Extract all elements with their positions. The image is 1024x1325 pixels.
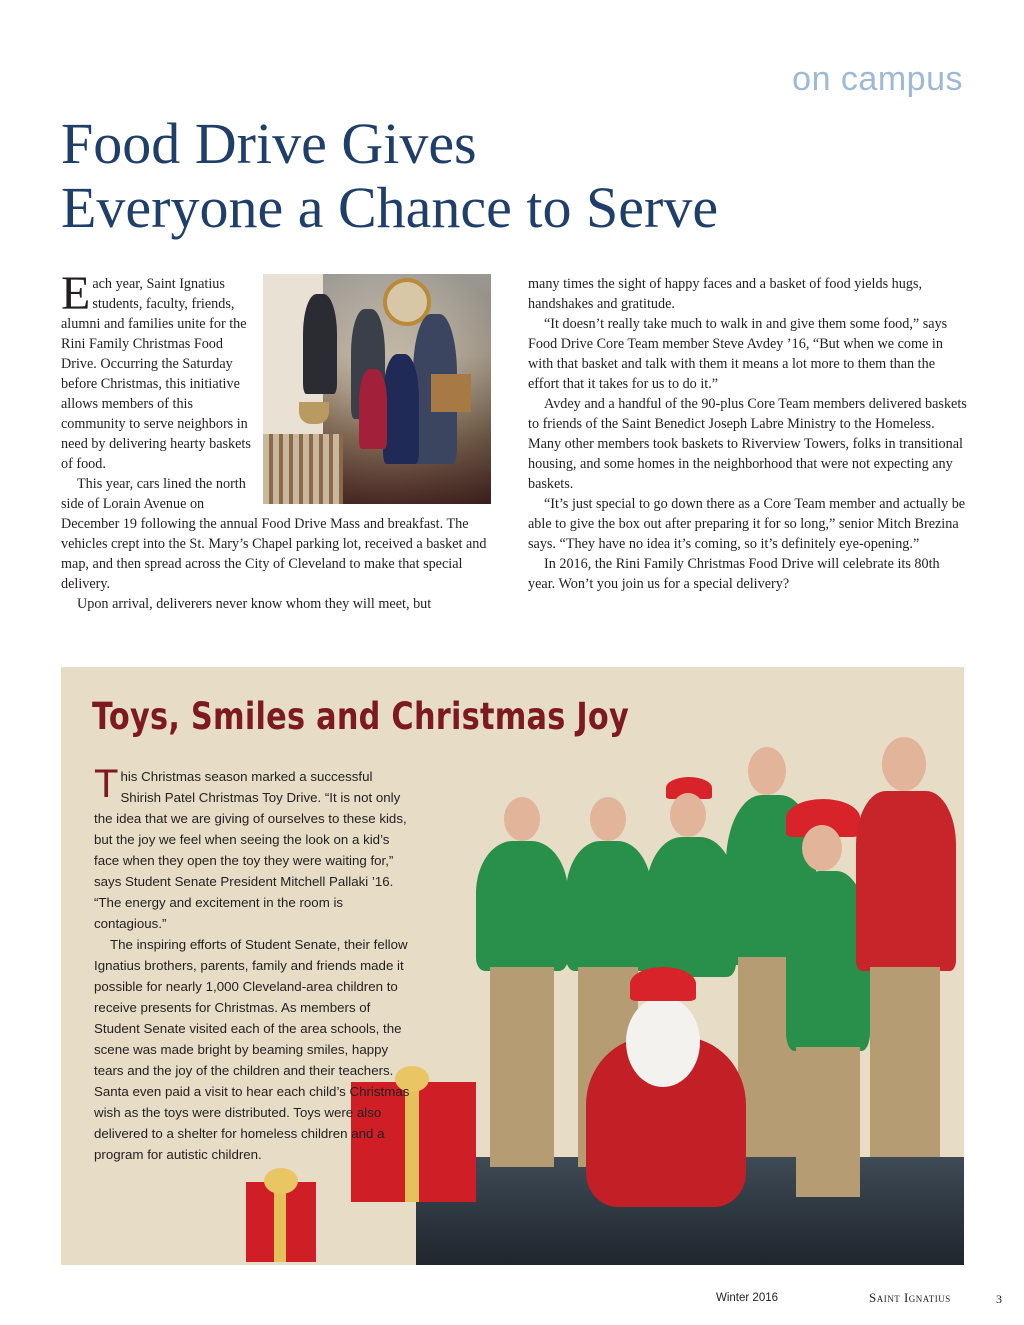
headline-line-1: Food Drive Gives bbox=[61, 111, 477, 176]
article-headline bbox=[61, 112, 941, 240]
food-drive-paragraph-8: In 2016, the Rini Family Christmas Food Drive will celebrate its 80th year. Won’t you join us for a special delivery? bbox=[528, 556, 940, 592]
food-drive-column-right bbox=[528, 274, 968, 594]
photo-basket bbox=[299, 402, 329, 424]
paragraph-text: his Christmas season marked a successful Shirish Patel Christmas Toy Drive. “It is not only the idea that we are giving of ourselves to these kids, but the joy we feel when seeing the look on a kid’s face when they open the toy they were waiting for,” says Student Senate President Mitchell Pallaki ’16. “The energy and excitement in the room is contagious.” bbox=[94, 769, 407, 931]
food-drive-paragraph-3: Upon arrival, deliverers never know whom they will meet, but bbox=[77, 596, 432, 612]
photo-person bbox=[303, 294, 337, 394]
photo-person bbox=[359, 369, 387, 449]
food-drive-paragraph-2: This year, cars lined the north side of Lorain Avenue on December 19 following the annual Food Drive Mass and breakfast. The vehicles crept into the St. Mary’s Chapel parking lot, received a basket and map, and then spread across the City of Cleveland to make that special delivery. bbox=[61, 476, 487, 592]
toy-drive-panel bbox=[61, 667, 964, 1265]
toy-drive-group-photo bbox=[416, 727, 964, 1265]
photo-stair-railing bbox=[263, 434, 343, 504]
food-drive-paragraph-5: “It doesn’t really take much to walk in and give them some food,” says Food Drive Core Team member Steve Avdey ’16, “But when we come in with that basket and talk with them it means a lot more to them than the effort that it takes for us to do it.” bbox=[528, 316, 948, 392]
photo-food-box bbox=[431, 374, 471, 412]
footer-page-number: 3 bbox=[996, 1292, 1002, 1306]
footer-magazine-name: Saint Ignatius bbox=[869, 1290, 951, 1305]
food-drive-paragraph-6: Avdey and a handful of the 90-plus Core Team members delivered baskets to friends of the Saint Benedict Joseph Labre Ministry to the Homeless. Many other members took baskets to Riverview Towers, folks in transitional housing, and some homes in the neighborhood that were not expecting any baskets. bbox=[528, 396, 967, 492]
toy-drive-text bbox=[94, 762, 416, 1165]
photo-person bbox=[383, 354, 419, 464]
food-drive-paragraph-7: “It’s just special to go down there as a Core Team member and actually be able to give the box out after preparing it for so long,” senior Mitch Brezina says. “They have no idea it’s coming, so it’s definitely eye-opening.” bbox=[528, 496, 966, 552]
toy-drive-paragraph-2: The inspiring efforts of Student Senate, their fellow Ignatius brothers, parents, family and friends made it possible for nearly 1,000 Cleveland-area children to receive presents for Christmas. As members of Student Senate visited each of the area schools, the scene was made bright by beaming smiles, happy tears and the joy of the children and their teachers. Santa even paid a visit to hear each child’s Christmas wish as the toys were distributed. Toys were also delivered to a shelter for homeless children and a program for autistic children. bbox=[94, 937, 410, 1162]
section-label: on campus bbox=[792, 60, 963, 98]
drop-cap: T bbox=[94, 762, 119, 806]
paragraph-text: ach year, Saint Ignatius students, faculty, friends, alumni and families unite for the Rini Family Christmas Food Drive. Occurring the Saturday before Christmas, this initiative allows members of this community to serve neighbors in need by delivering hearty baskets of food. bbox=[61, 276, 251, 472]
toy-drive-title: Toys, Smiles and Christmas Joy bbox=[92, 695, 630, 738]
drop-cap: E bbox=[61, 267, 91, 320]
footer-issue-season: Winter 2016 bbox=[716, 1292, 779, 1304]
food-drive-paragraph-4: many times the sight of happy faces and a basket of food yields hugs, handshakes and gratitude. bbox=[528, 276, 923, 312]
food-drive-column-left bbox=[61, 267, 491, 614]
toy-drive-paragraph-1 bbox=[94, 762, 416, 934]
food-drive-photo bbox=[263, 274, 491, 504]
gift-box bbox=[246, 1182, 316, 1262]
headline-line-2: Everyone a Chance to Serve bbox=[61, 175, 719, 240]
